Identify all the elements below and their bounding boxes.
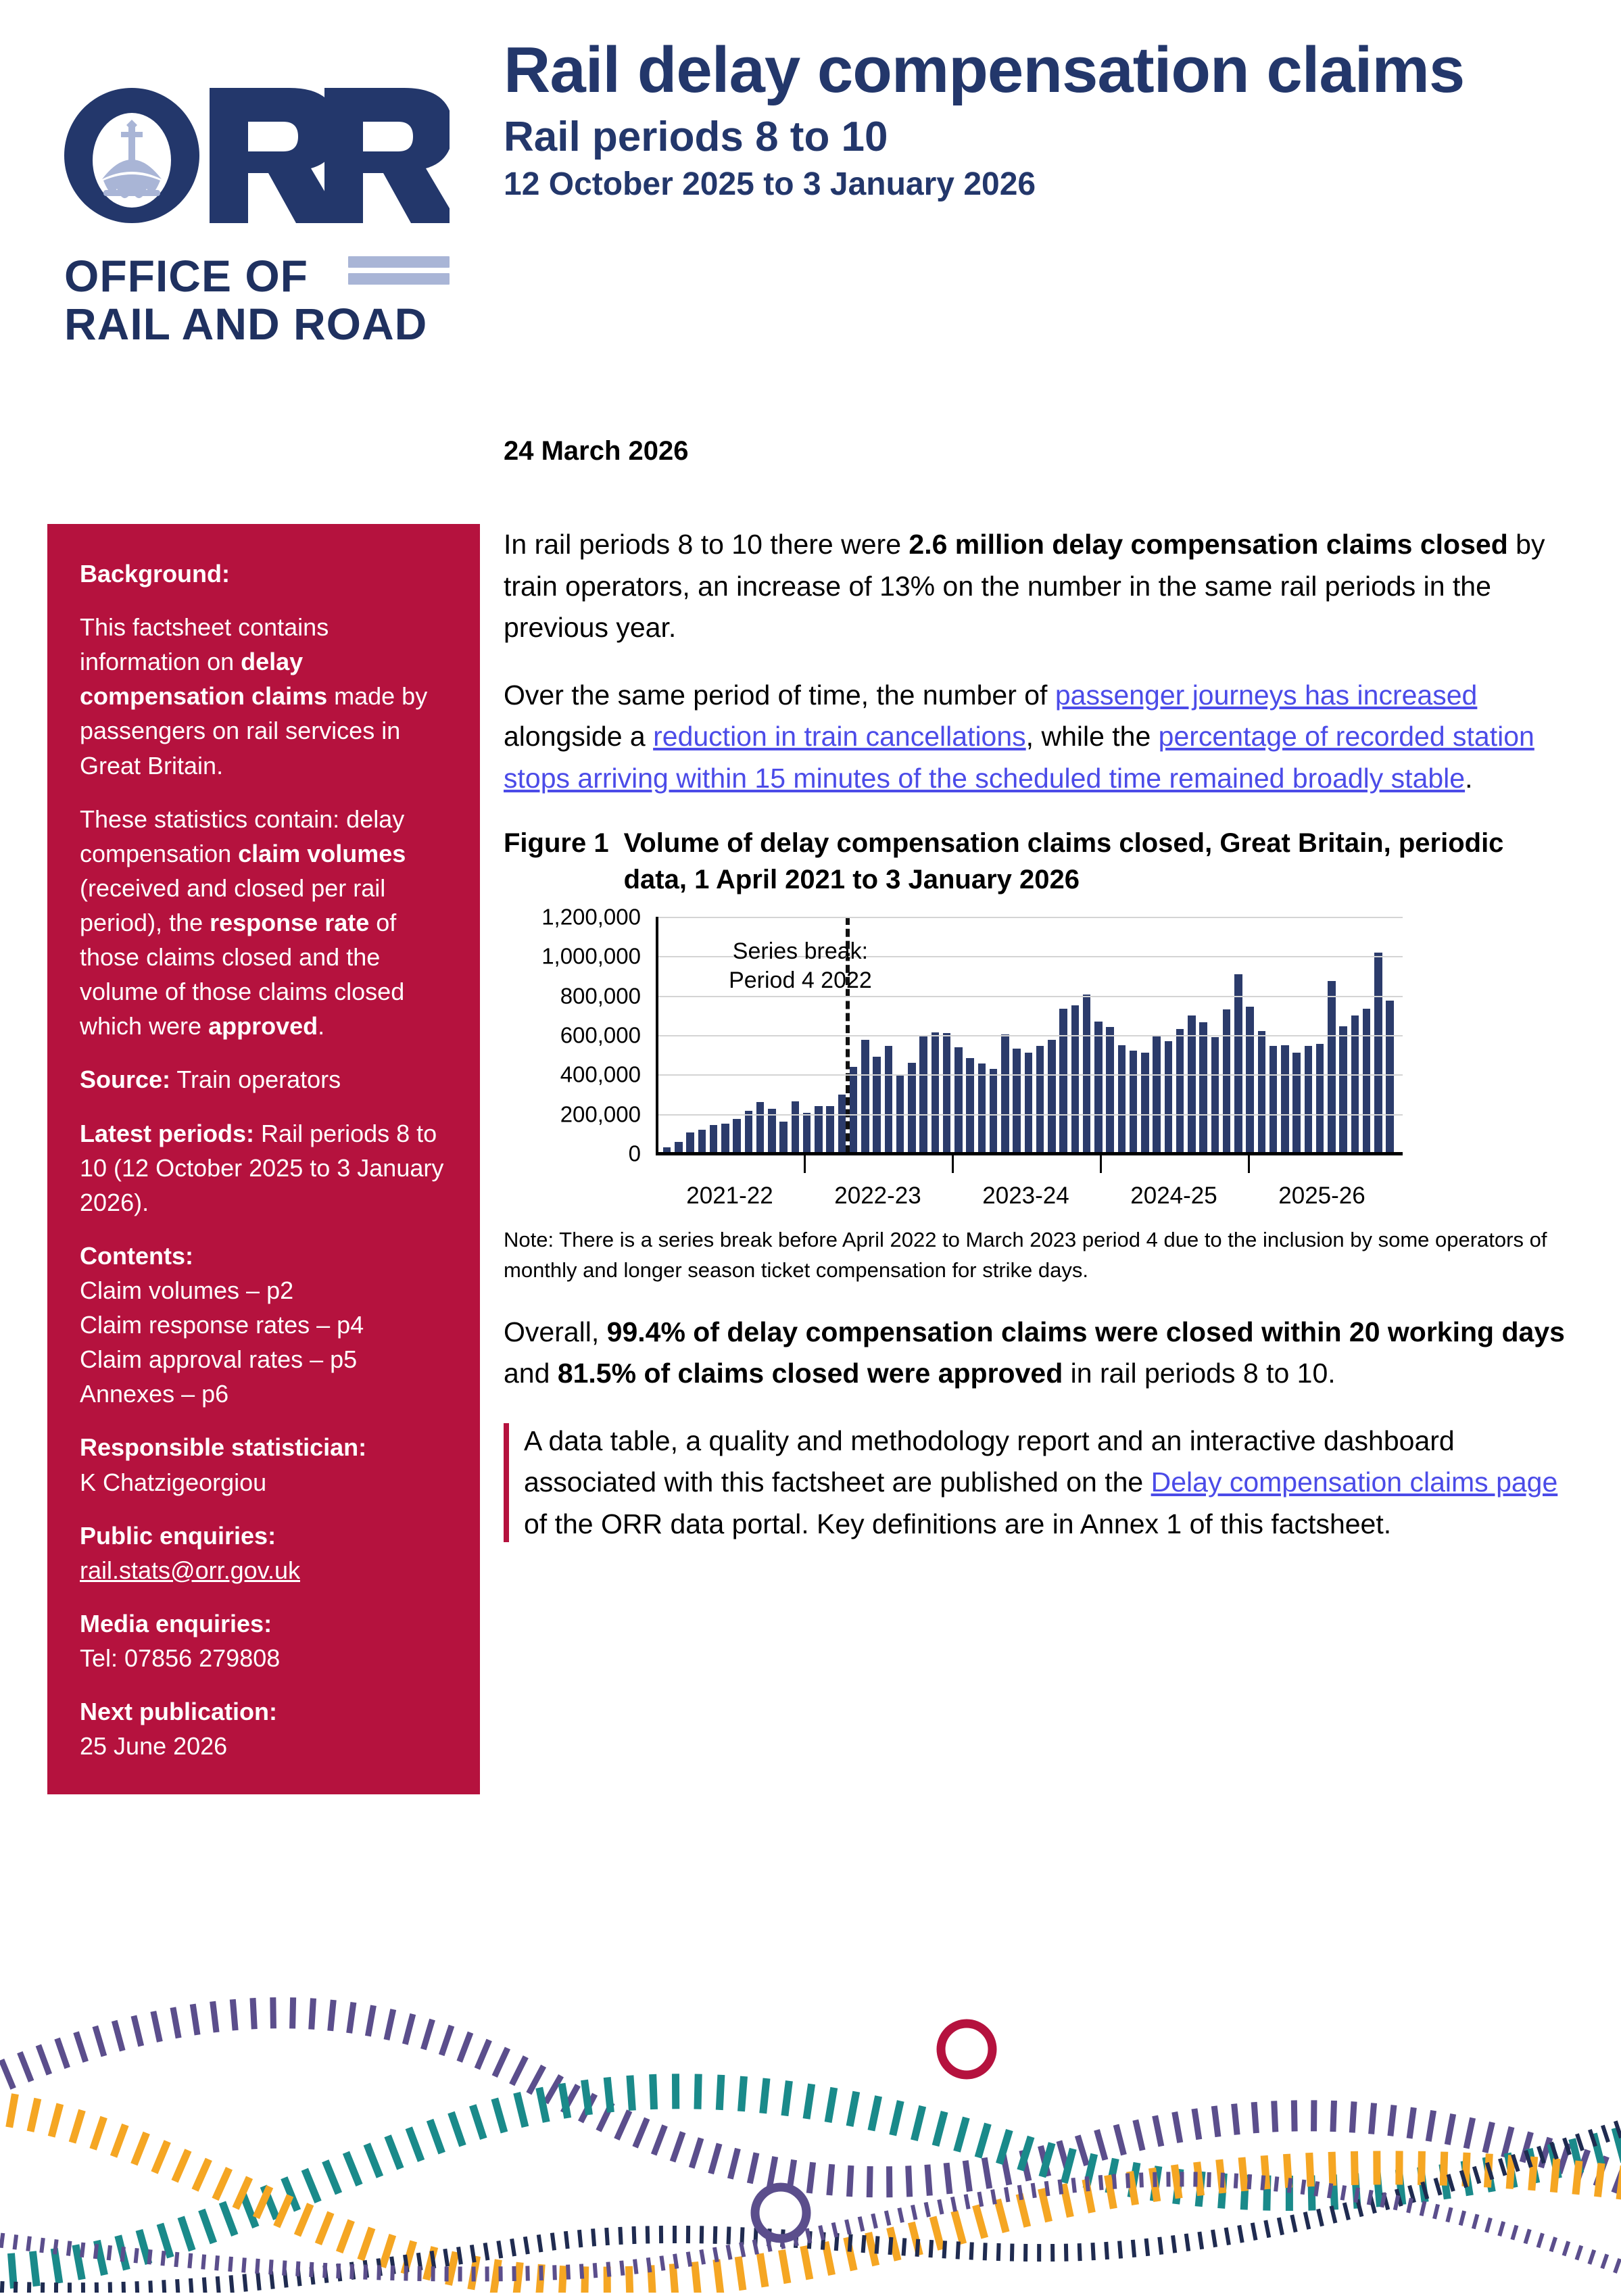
chart-bar-slot (1267, 1046, 1279, 1153)
title-block (504, 34, 1572, 203)
decor-circle-purple (755, 2187, 806, 2239)
chart-bar (1223, 1009, 1230, 1153)
logo-bars-icon (348, 256, 450, 301)
main-content (504, 524, 1572, 1545)
chart-bar (1071, 1005, 1079, 1153)
chart-x-tick (1100, 1155, 1102, 1173)
chart-bar (815, 1106, 822, 1153)
chart-bar-slot (1046, 1040, 1057, 1153)
chart-bar-slot (871, 1057, 883, 1153)
chart-bar (873, 1057, 880, 1153)
chart-bar (1059, 1009, 1067, 1153)
chart-bar (792, 1101, 799, 1153)
chart-x-tick-label: 2024-25 (1130, 1182, 1217, 1209)
public-enquiries-email-link[interactable]: rail.stats@orr.gov.uk (80, 1556, 300, 1584)
chart-bar-slot (1163, 1041, 1174, 1153)
chart-y-tick-label: 1,200,000 (541, 904, 641, 930)
chart-bar (756, 1102, 764, 1153)
chart-bar (1130, 1051, 1137, 1153)
chart-bar (954, 1047, 962, 1154)
chart-bar-slot (1338, 1026, 1349, 1153)
chart-bar (932, 1032, 939, 1153)
chart-bar-slot (813, 1106, 824, 1153)
chart-bar (779, 1122, 787, 1153)
intro-paragraph: In rail periods 8 to 10 there were 2.6 million delay compensation claims closed by train operators, an increase of 13% on the number in the same rail periods in the previous year. (504, 529, 1545, 643)
chart-bar-slot (1326, 981, 1337, 1153)
chart-bar-slot (1198, 1022, 1209, 1153)
chart-gridline (658, 917, 1403, 918)
chart-bar-slot (1279, 1045, 1290, 1153)
chart-bar-slot (1384, 1001, 1396, 1153)
chart-bar (1386, 1001, 1393, 1153)
chart-bar (978, 1063, 986, 1153)
chart-bar (861, 1040, 869, 1153)
figure-1 (504, 825, 1572, 1286)
sidebar-source: Source: Train operators (80, 1066, 341, 1094)
chart-bar (1106, 1027, 1113, 1153)
chart-x-tick-label: 2023-24 (982, 1182, 1069, 1209)
chart-bar-slot (918, 1035, 929, 1153)
chart-bar (943, 1033, 950, 1153)
chart-x-tick-label: 2022-23 (834, 1182, 921, 1209)
chart-bar-slot (731, 1119, 743, 1153)
chart-bar (1094, 1022, 1102, 1153)
chart-bar-slot (1023, 1053, 1034, 1153)
page-date-range: 12 October 2025 to 3 January 2026 (504, 166, 1036, 203)
sidebar-statistician: Responsible statistician: K Chatzigeorgiou (80, 1433, 367, 1496)
chart-bar-slot (719, 1124, 731, 1153)
sidebar-contents-item[interactable]: Claim response rates – p4 (80, 1311, 364, 1339)
chart-bar-slot (859, 1040, 871, 1153)
chart-bar (1328, 981, 1335, 1153)
chart-bar (1258, 1031, 1265, 1153)
chart-x-axis (656, 1155, 1403, 1216)
chart-bar (1374, 953, 1382, 1154)
logo-line-2: RAIL AND ROAD (64, 299, 428, 350)
chart-bar (721, 1124, 729, 1153)
chart-bar-slot (1105, 1027, 1116, 1153)
link-delay-compensation-page[interactable]: Delay compensation claims page (1151, 1466, 1558, 1498)
chart-x-tick (952, 1155, 954, 1173)
chart-bar-slot (988, 1069, 999, 1153)
chart-bar (1199, 1022, 1207, 1153)
chart-bar (733, 1119, 740, 1153)
chart-bar-slot (1116, 1045, 1128, 1153)
chart-bar-slot (1139, 1053, 1151, 1153)
link-passenger-journeys[interactable]: passenger journeys has increased (1055, 679, 1478, 711)
series-break-label: Series break: Period 4 2022 (729, 938, 872, 993)
chart-x-tick-label: 2025-26 (1278, 1182, 1365, 1209)
resources-paragraph: A data table, a quality and methodology report and an interactive dashboard associated with this factsheet are published on the Delay compensation claims page of the ORR data portal. Key definitions are in Annex 1 of this factsheet. (524, 1425, 1558, 1539)
chart-bar-slot (952, 1047, 964, 1154)
chart-bar (1118, 1045, 1126, 1153)
chart-y-tick-label: 400,000 (560, 1061, 641, 1087)
chart-bar-slot (790, 1101, 801, 1153)
figure-1-note: Note: There is a series break before April 2022 to March 2023 period 4 due to the inclusion by some operators of monthly and longer season ticket compensation for strike days. (504, 1228, 1547, 1282)
chart-x-tick (1248, 1155, 1250, 1173)
chart-bar-slot (825, 1106, 836, 1153)
chart-bar-slot (1011, 1049, 1023, 1153)
chart-bar (1165, 1041, 1172, 1153)
chart-gridline (658, 1035, 1403, 1036)
chart-bar-slot (999, 1034, 1011, 1153)
page-title: Rail delay compensation claims (504, 34, 1465, 106)
chart-x-tick (804, 1155, 806, 1173)
sidebar-public-enquiries: Public enquiries: rail.stats@orr.gov.uk (80, 1521, 300, 1584)
chart-bar-slot (1232, 974, 1244, 1153)
sidebar-contents (80, 1239, 449, 1412)
chart-gridline (658, 1114, 1403, 1116)
chart-bar-slot (1221, 1009, 1232, 1153)
chart-bar-slot (801, 1113, 813, 1153)
chart-bar-slot (906, 1063, 917, 1153)
chart-bar-slot (696, 1130, 708, 1153)
chart-bar-slot (1256, 1031, 1267, 1153)
sidebar-contents-item[interactable]: Claim approval rates – p5 (80, 1345, 358, 1374)
orr-roundel-icon (64, 64, 450, 247)
chart-y-tick-label: 0 (628, 1141, 641, 1166)
chart-bar-slot (1128, 1051, 1139, 1153)
link-cancellations[interactable]: reduction in train cancellations (653, 721, 1026, 752)
link-punctuality[interactable]: percentage of recorded station stops arriving within 15 minutes of the scheduled time remained broadly stable (504, 721, 1534, 794)
orr-logo (64, 64, 450, 382)
chart-bar (850, 1067, 857, 1153)
chart-x-tick-label: 2021-22 (686, 1182, 773, 1209)
chart-bar (966, 1058, 973, 1153)
chart-gridline (658, 1074, 1403, 1076)
chart-bar (919, 1035, 927, 1153)
chart-bar (768, 1109, 775, 1153)
sidebar-next-publication: Next publication: 25 June 2026 (80, 1698, 278, 1761)
summary-paragraph: Overall, 99.4% of delay compensation claims were closed within 20 working days and 81.5% of claims closed were approved in rail periods 8 to 10. (504, 1316, 1565, 1389)
chart-bar (908, 1063, 915, 1153)
chart-bar-slot (1209, 1037, 1221, 1153)
chart-bar (1176, 1029, 1184, 1153)
chart-bar-slot (1314, 1044, 1326, 1153)
chart-y-tick-label: 1,000,000 (541, 943, 641, 969)
logo-line-1: OFFICE OF (64, 251, 308, 301)
chart-bar-slot (929, 1032, 941, 1153)
footer-wave-graphic (0, 1982, 1621, 2293)
chart-bar-slot (976, 1063, 988, 1153)
chart-bar (1316, 1044, 1324, 1153)
chart-bar-slot (766, 1109, 777, 1153)
chart-bar-slot (1092, 1022, 1104, 1153)
chart-y-tick-label: 800,000 (560, 982, 641, 1008)
chart-bar (710, 1125, 717, 1153)
chart-bar (826, 1106, 833, 1153)
chart-bar (1025, 1053, 1032, 1153)
chart-bar (686, 1132, 694, 1153)
chart-gridline (658, 996, 1403, 997)
chart-bar (1153, 1036, 1160, 1153)
orr-logo-wordmark (64, 252, 450, 381)
chart-bar (1013, 1049, 1020, 1153)
page-header (0, 0, 1621, 466)
page-subtitle: Rail periods 8 to 10 (504, 113, 888, 160)
chart-bar (1281, 1045, 1288, 1153)
chart-bar (1363, 1009, 1370, 1153)
chart-bar (1269, 1046, 1277, 1153)
chart-bar-slot (743, 1111, 754, 1153)
chart-bar (838, 1095, 846, 1154)
chart-bar-slot (685, 1132, 696, 1153)
chart-y-tick-label: 600,000 (560, 1022, 641, 1048)
chart-bar (1048, 1040, 1055, 1153)
footer-decoration (0, 1982, 1621, 2293)
chart-bar-slot (1058, 1009, 1069, 1153)
figure-1-chart (504, 904, 1403, 1209)
chart-bar (1246, 1007, 1253, 1153)
sidebar-background-paragraph-1: This factsheet contains information on delay compensation claims made by passengers on rail services in Great Britain. (80, 613, 428, 780)
figure-1-title: Volume of delay compensation claims closed, Great Britain, periodic data, 1 April 2021 to 3 January 2026 (623, 828, 1504, 894)
chart-bar (745, 1111, 752, 1153)
sidebar-contents-item[interactable]: Annexes – p6 (80, 1380, 229, 1408)
decor-circle-red (941, 2024, 992, 2075)
chart-bar-slot (1291, 1053, 1303, 1153)
chart-bar (990, 1069, 997, 1153)
resources-callout (504, 1420, 1572, 1546)
context-paragraph: Over the same period of time, the number of passenger journeys has increased alongside a reduction in train cancellations, while the percentage of recorded station stops arriving within 15 minutes of the scheduled time remained broadly stable. (504, 679, 1534, 794)
figure-1-label: Figure 1 (504, 828, 609, 858)
chart-bar-slot (965, 1058, 976, 1153)
chart-bar-slot (778, 1122, 790, 1153)
chart-bar (1234, 974, 1242, 1153)
sidebar-contents-item[interactable]: Claim volumes – p2 (80, 1276, 294, 1304)
background-sidebar (47, 524, 480, 1794)
chart-bar (803, 1113, 810, 1153)
chart-bar-slot (708, 1125, 719, 1153)
chart-bar-slot (1069, 1005, 1081, 1153)
chart-bar (1001, 1034, 1009, 1153)
chart-bar (1141, 1053, 1148, 1153)
chart-bar-slot (1244, 1007, 1256, 1153)
sidebar-background-heading: Background: (80, 560, 231, 588)
sidebar-contents-label: Contents: (80, 1241, 193, 1270)
chart-bar (885, 1046, 892, 1153)
chart-bar-slot (1151, 1036, 1163, 1153)
figure-1-caption (504, 825, 1572, 898)
chart-bar (1211, 1037, 1219, 1153)
chart-bar (1036, 1046, 1044, 1153)
chart-bar-slot (1174, 1029, 1186, 1153)
chart-bar-slot (1361, 1009, 1372, 1153)
chart-bar-slot (1372, 953, 1384, 1154)
chart-bar (698, 1130, 706, 1153)
publication-date: 24 March 2026 (504, 436, 689, 466)
sidebar-latest-periods: Latest periods: Rail periods 8 to 10 (12 October 2025 to 3 January 2026). (80, 1119, 444, 1216)
chart-bar-slot (1034, 1046, 1046, 1153)
chart-y-axis (504, 904, 649, 1166)
sidebar-media-enquiries: Media enquiries: Tel: 07856 279808 (80, 1609, 281, 1672)
chart-bar-slot (941, 1033, 952, 1153)
chart-bar-slot (883, 1046, 894, 1153)
chart-bar-slot (1303, 1046, 1314, 1153)
chart-y-tick-label: 200,000 (560, 1101, 641, 1126)
chart-bar (1339, 1026, 1347, 1153)
chart-bar (1292, 1053, 1300, 1153)
chart-bar (1305, 1046, 1312, 1153)
chart-bar-slot (754, 1102, 766, 1153)
sidebar-background-paragraph-2: These statistics contain: delay compensation claim volumes (received and closed per rail period), the response rate of those claims closed and the volume of those claims closed which were approved. (80, 805, 406, 1041)
